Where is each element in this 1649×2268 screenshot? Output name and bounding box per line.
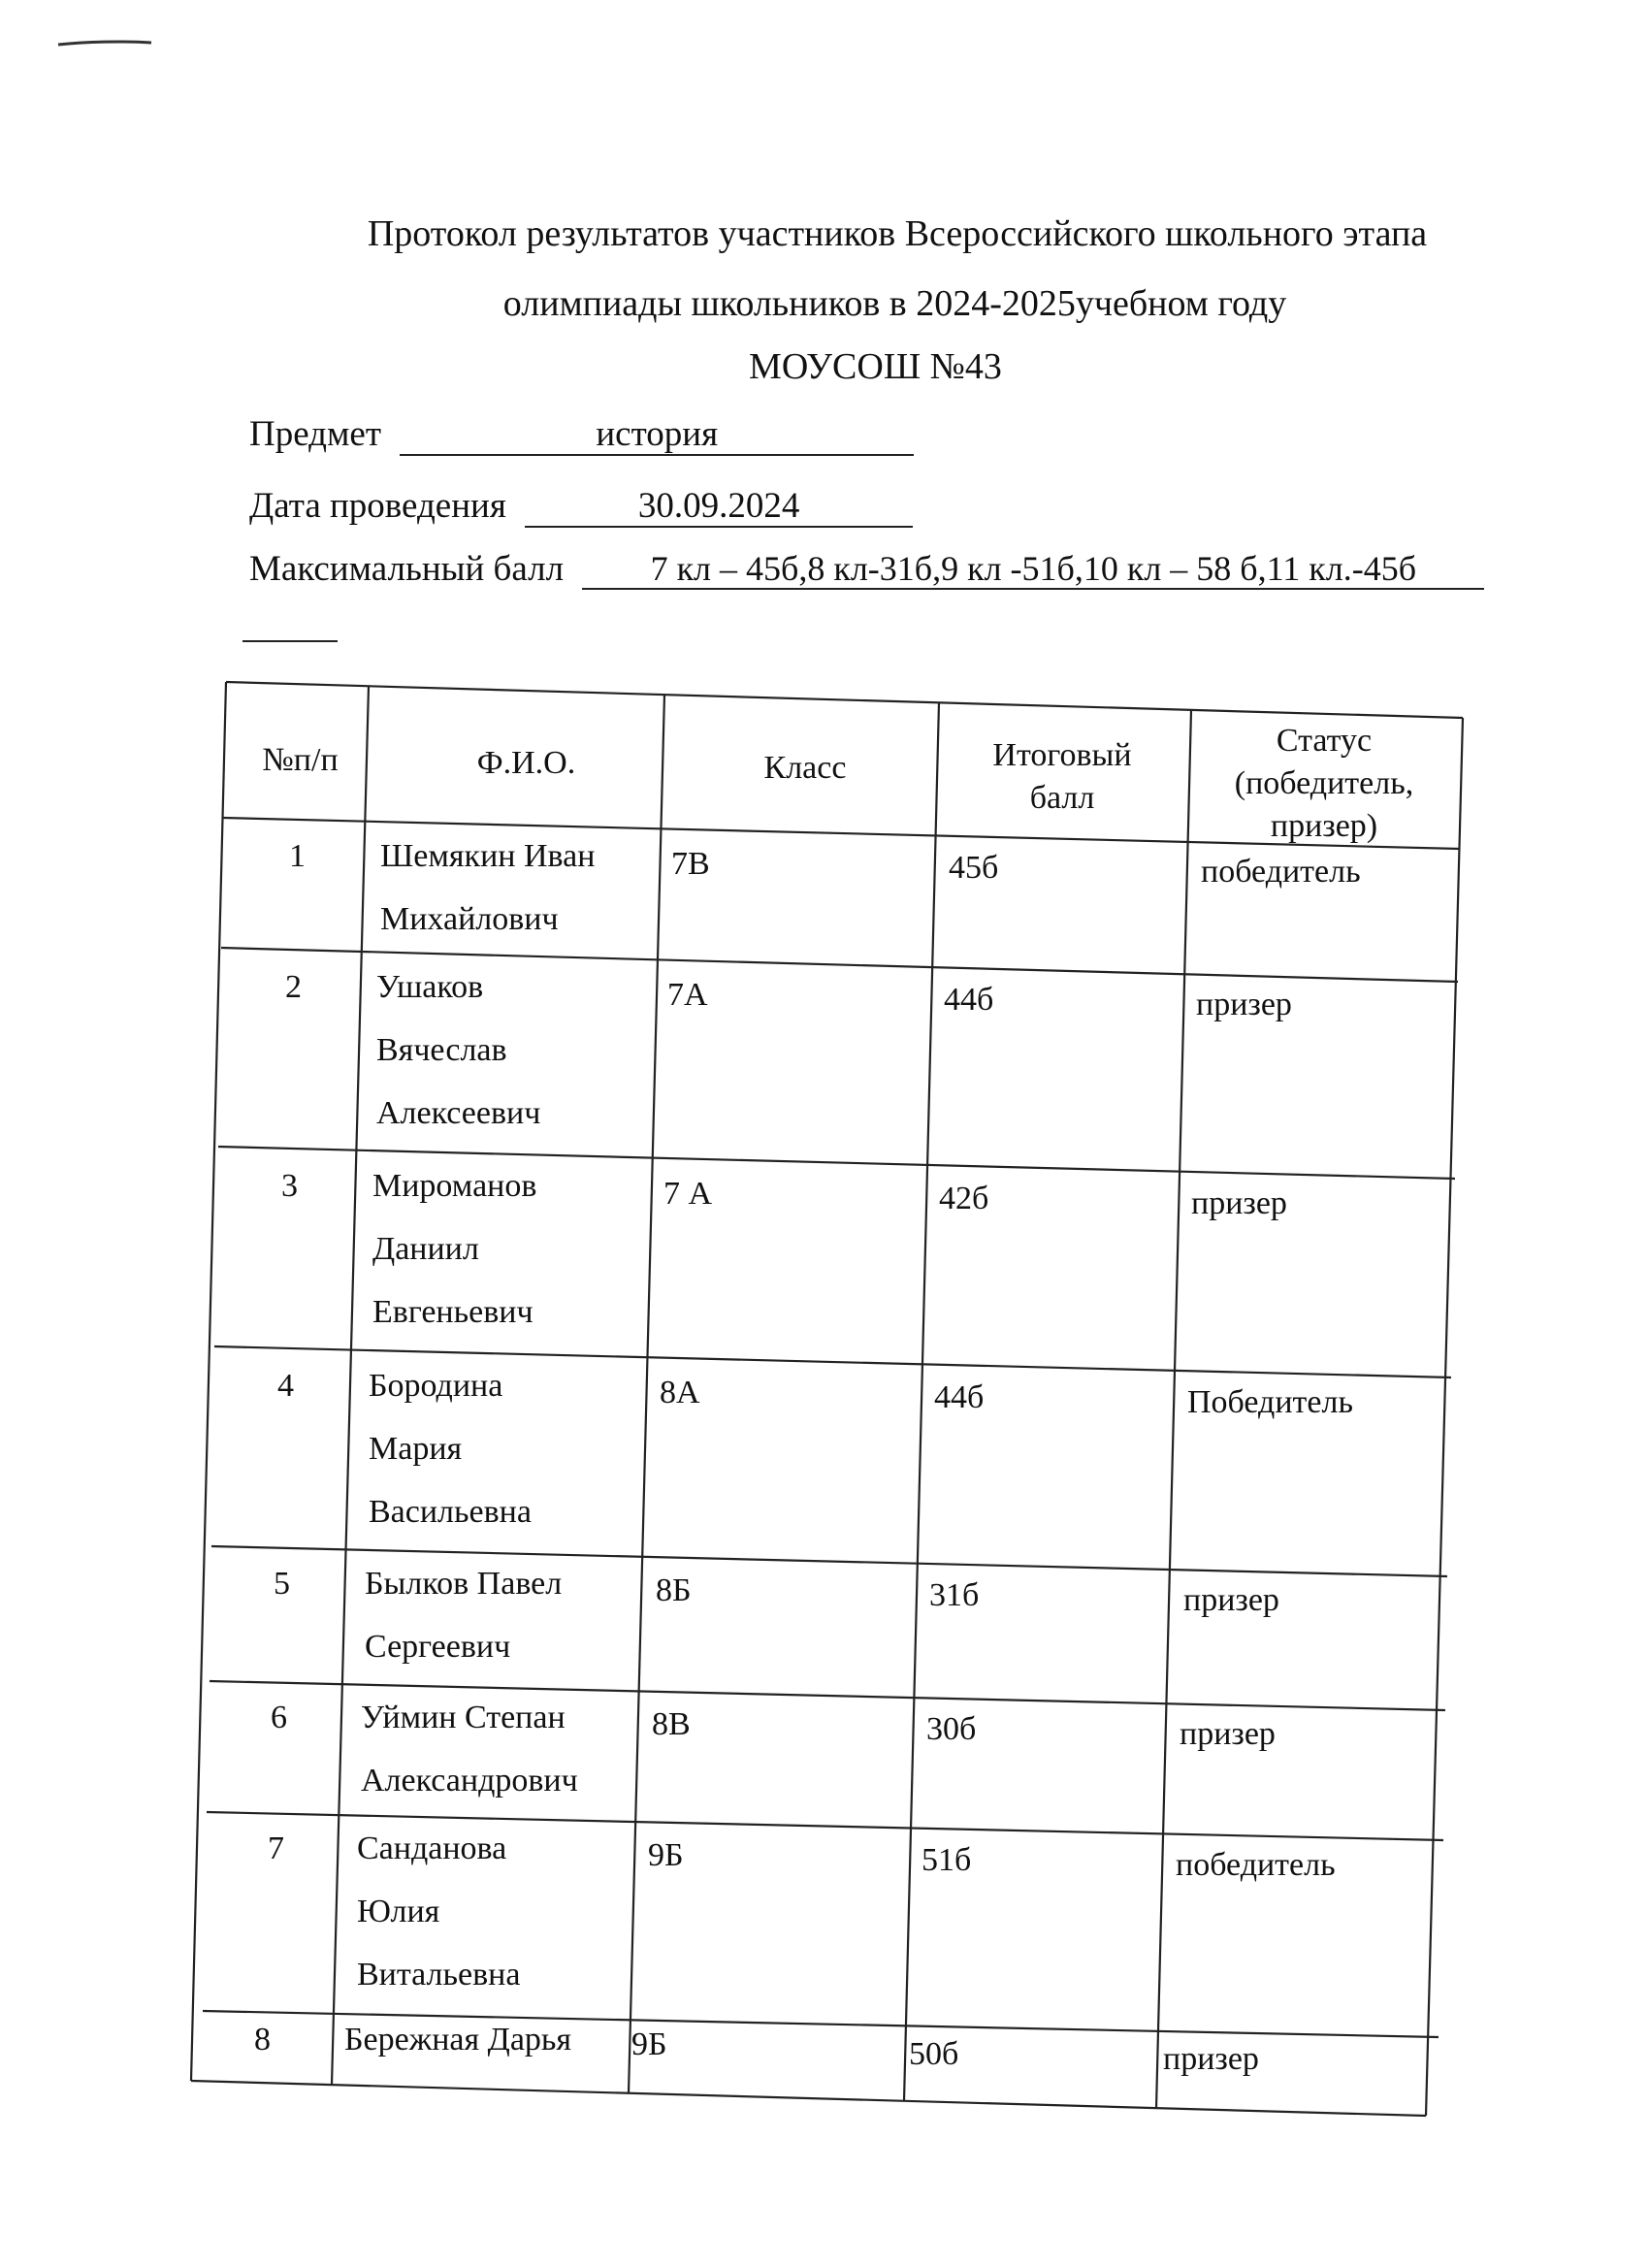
fio-line: Александрович	[361, 1763, 578, 1798]
row-number: 8	[254, 2022, 271, 2057]
fio-line: Юлия	[357, 1894, 440, 1929]
class-cell: 7А	[667, 977, 708, 1013]
fio-line: Шемякин Иван	[380, 838, 596, 874]
header-status-line3: призер)	[1270, 808, 1378, 844]
score-cell: 31б	[929, 1577, 980, 1613]
status-cell: призер	[1191, 1185, 1287, 1221]
fio-line: Уймин Степан	[361, 1700, 566, 1735]
status-cell: призер	[1180, 1716, 1276, 1752]
title-line-1: Протокол результатов участников Всероссийского школьного этапа	[367, 213, 1428, 254]
class-cell: 9Б	[648, 1837, 684, 1873]
header-status-line2: (победитель,	[1234, 765, 1414, 801]
fio-line: Мироманов	[372, 1168, 537, 1204]
subject-value: история	[400, 415, 914, 456]
fio-line: Былков Павел	[365, 1566, 563, 1602]
status-cell: призер	[1183, 1582, 1279, 1618]
title-line-3: МОУСОШ №43	[749, 346, 1002, 387]
row-number: 4	[277, 1368, 294, 1404]
score-cell: 44б	[934, 1379, 985, 1415]
row-number: 1	[289, 838, 306, 874]
date-value: 30.09.2024	[525, 487, 913, 528]
class-cell: 7В	[671, 846, 710, 882]
max-score-value: 7 кл – 45б,8 кл-31б,9 кл -51б,10 кл – 58 б,11 кл.-45б	[582, 549, 1484, 590]
fio-line: Мария	[369, 1431, 463, 1467]
score-cell: 42б	[939, 1181, 989, 1216]
header-score-line2: балл	[1029, 780, 1095, 816]
fio-line: Санданова	[357, 1831, 507, 1866]
fio-line: Вячеслав	[376, 1032, 507, 1068]
fio-line: Сергеевич	[365, 1629, 511, 1665]
class-cell: 8В	[652, 1706, 691, 1742]
header-score-line1: Итоговый	[992, 737, 1132, 773]
status-cell: Победитель	[1187, 1384, 1353, 1420]
score-cell: 45б	[949, 850, 999, 886]
header-score	[946, 734, 1179, 820]
score-cell: 51б	[922, 1842, 972, 1878]
class-cell: 8Б	[656, 1572, 692, 1608]
status-cell: победитель	[1176, 1847, 1336, 1883]
class-cell: 8А	[660, 1375, 700, 1410]
status-cell: призер	[1196, 987, 1292, 1022]
class-cell: 9Б	[631, 2026, 667, 2062]
header-fio: Ф.И.О.	[476, 745, 576, 781]
fio-line: Бережная Дарья	[344, 2022, 572, 2057]
class-cell: 7 А	[663, 1176, 713, 1212]
fio-line: Евгеньевич	[372, 1294, 534, 1330]
row-number: 5	[274, 1566, 290, 1602]
fio-line: Даниил	[372, 1231, 479, 1267]
row-number: 7	[268, 1831, 284, 1866]
status-cell: победитель	[1201, 854, 1361, 890]
row-number: 2	[285, 969, 302, 1005]
fio-line: Витальевна	[357, 1957, 521, 1993]
date-label: Дата проведения	[249, 486, 506, 526]
fio-line: Бородина	[369, 1368, 503, 1404]
fio-line: Васильевна	[369, 1494, 532, 1530]
score-cell: 50б	[909, 2036, 959, 2072]
status-cell: призер	[1163, 2041, 1259, 2077]
header-status	[1198, 720, 1450, 848]
row-number: 3	[281, 1168, 298, 1204]
row-number: 6	[271, 1700, 287, 1735]
score-cell: 30б	[926, 1711, 977, 1747]
header-num: №п/п	[262, 742, 339, 778]
fio-line: Ушаков	[376, 969, 484, 1005]
header-status-line1: Статус	[1276, 723, 1373, 759]
score-cell: 44б	[944, 982, 994, 1018]
header-class: Класс	[763, 750, 847, 786]
fio-line: Алексеевич	[376, 1095, 541, 1131]
subject-label: Предмет	[249, 414, 381, 454]
title-line-2: олимпиады школьников в 2024-2025учебном году	[502, 283, 1287, 324]
fio-line: Михайлович	[380, 901, 559, 937]
max-score-label: Максимальный балл	[249, 549, 565, 589]
